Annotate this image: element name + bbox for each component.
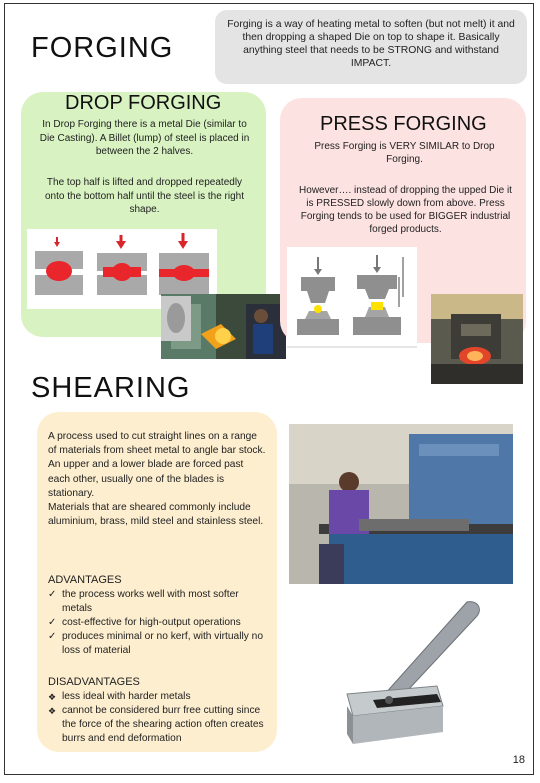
hand-shear-illustration bbox=[317, 594, 507, 754]
advantage-item bbox=[48, 588, 270, 616]
advantages-list bbox=[48, 588, 270, 658]
die-photo-small bbox=[161, 296, 191, 341]
forging-heading: FORGING bbox=[31, 32, 174, 64]
press-forging-diagram bbox=[287, 247, 417, 362]
advantage-text: cost-effective for high-output operations bbox=[62, 617, 241, 628]
checkmark-icon: ✓ bbox=[48, 589, 57, 600]
shearing-description bbox=[48, 430, 268, 529]
page bbox=[4, 3, 534, 775]
shearing-panel bbox=[37, 412, 277, 752]
diamond-bullet-icon: ❖ bbox=[48, 706, 57, 716]
advantage-text: the process works well with most softer metals bbox=[62, 589, 239, 614]
press-forging-text-1: Press Forging is VERY SIMILAR to Drop Forging. bbox=[314, 141, 495, 165]
shearing-description-line: Materials that are sheared commonly include aluminium, brass, mild steel and stainless steel. bbox=[48, 502, 264, 528]
press-forging-heading: PRESS FORGING bbox=[320, 113, 487, 135]
shearing-description-line: An upper and a lower blade are forced past each other, usually one of the blades is stationary. bbox=[48, 459, 244, 499]
disadvantage-text: less ideal with harder metals bbox=[62, 691, 191, 702]
drop-forging-text-1: In Drop Forging there is a metal Die (similar to Die Casting). A Billet (lump) of steel is placed in between the 2 halves. bbox=[39, 119, 250, 157]
shearing-heading: SHEARING bbox=[31, 372, 191, 404]
advantage-item bbox=[48, 616, 270, 630]
disadvantage-item bbox=[48, 704, 270, 746]
advantage-text: produces minimal or no kerf, with virtually no loss of material bbox=[62, 631, 263, 656]
disadvantage-text: cannot be considered burr free cutting since the force of the shearing action often creates burrs and end deformation bbox=[62, 705, 264, 744]
disadvantages-list bbox=[48, 690, 270, 746]
shearing-machine-photo bbox=[289, 424, 513, 584]
drop-forging-text-2: The top half is lifted and dropped repeatedly onto the bottom half until the steel is the right shape. bbox=[44, 177, 244, 215]
press-forging-photo bbox=[431, 294, 523, 384]
shearing-description-line: A process used to cut straight lines on a range of materials from sheet metal to angle bar stock. bbox=[48, 431, 266, 457]
diamond-bullet-icon: ❖ bbox=[48, 692, 57, 702]
advantage-item bbox=[48, 630, 270, 658]
disadvantages-heading: DISADVANTAGES bbox=[48, 676, 140, 688]
disadvantage-item bbox=[48, 690, 270, 704]
drop-forging-heading: DROP FORGING bbox=[65, 92, 222, 114]
page-number: 18 bbox=[512, 754, 525, 766]
checkmark-icon: ✓ bbox=[48, 631, 57, 642]
forging-intro-box: Forging is a way of heating metal to soften (but not melt) it and then dropping a shaped Die on top to shape it. Basically anything steel that needs to be STRONG and withstand IMPACT. bbox=[215, 10, 527, 84]
press-forging-text-2: However…. instead of dropping the upped Die it is PRESSED slowly down from above. Press Forging tends to be used for BIGGER industrial forged products. bbox=[299, 185, 512, 235]
checkmark-icon: ✓ bbox=[48, 617, 57, 628]
advantages-heading: ADVANTAGES bbox=[48, 574, 122, 586]
